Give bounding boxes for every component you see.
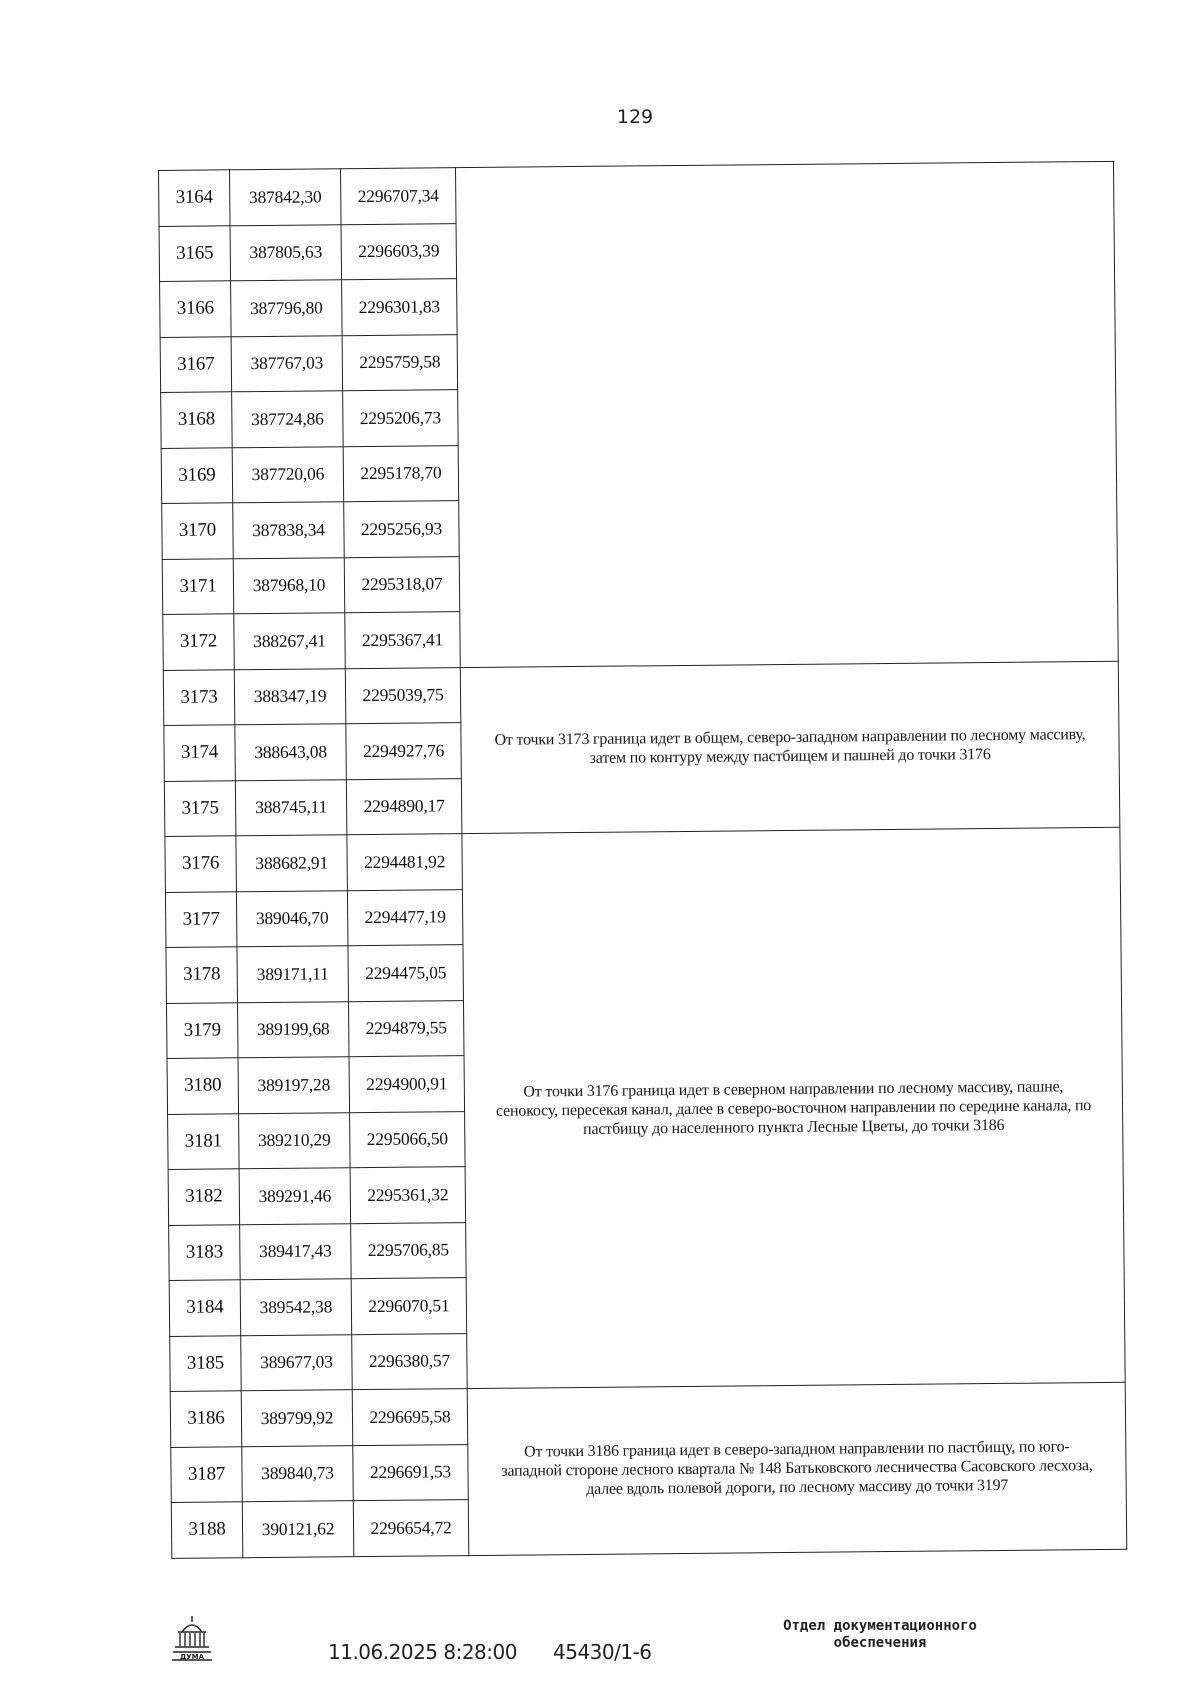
coord-x: 389677,03 — [241, 1334, 353, 1391]
coordinates-table — [158, 161, 1127, 1559]
coord-x: 390121,62 — [242, 1501, 354, 1558]
coord-y: 2296380,57 — [352, 1333, 468, 1390]
coord-y: 2296654,72 — [353, 1500, 469, 1557]
coord-x: 389417,43 — [240, 1223, 352, 1280]
point-number: 3169 — [161, 447, 233, 503]
coord-y: 2294879,55 — [348, 1000, 464, 1057]
coord-y: 2295256,93 — [344, 501, 460, 558]
coord-x: 389199,68 — [237, 1001, 349, 1058]
point-number: 3176 — [165, 836, 237, 892]
coord-y: 2295759,58 — [342, 334, 458, 391]
coord-x: 389291,46 — [239, 1168, 351, 1225]
page-number: 129 — [616, 106, 654, 128]
boundary-description: От точки 3173 граница идет в общем, северо-западном направлении по лесному массиву, затем по контуру между пастбищем и пашней до точки 3176 — [460, 661, 1120, 834]
coord-y: 2296301,83 — [342, 279, 458, 336]
coord-y: 2296695,58 — [352, 1389, 468, 1446]
coord-x: 389840,73 — [242, 1445, 354, 1502]
coord-x: 387720,06 — [232, 446, 344, 503]
coord-x: 389171,11 — [237, 946, 349, 1003]
coord-x: 388682,91 — [236, 835, 348, 892]
duma-logo-icon — [170, 1612, 214, 1662]
point-number: 3180 — [167, 1058, 239, 1114]
point-number: 3182 — [168, 1169, 240, 1225]
point-number: 3186 — [170, 1391, 242, 1447]
coord-y: 2295361,32 — [350, 1167, 466, 1224]
coord-y: 2295206,73 — [343, 390, 459, 447]
coord-y: 2296603,39 — [341, 223, 457, 280]
boundary-description: От точки 3186 граница идет в северо-западном направлении по пастбищу, по юго-западной стороне лесного квартала № 148 Батьковского лесничества Сасовского лесхоза, далее вдоль полевой дороги, по лесному массиву до точки 3197 — [467, 1382, 1127, 1555]
boundary-description — [455, 161, 1118, 667]
table-row — [170, 1382, 1125, 1447]
department-line: Отдел документационного — [783, 1618, 977, 1634]
coord-y: 2295066,50 — [350, 1111, 466, 1168]
coord-x: 389197,28 — [238, 1057, 350, 1114]
coord-x: 387968,10 — [233, 557, 345, 614]
point-number: 3187 — [171, 1446, 243, 1502]
coord-x: 387805,63 — [230, 224, 342, 281]
coord-x: 389046,70 — [236, 890, 348, 947]
coord-y: 2294477,19 — [347, 889, 463, 946]
point-number: 3170 — [162, 503, 234, 559]
coord-y: 2294475,05 — [348, 945, 464, 1002]
coord-x: 389210,29 — [239, 1112, 351, 1169]
coord-x: 387724,86 — [232, 391, 344, 448]
point-number: 3167 — [160, 336, 232, 392]
point-number: 3188 — [171, 1502, 243, 1558]
coord-y: 2295367,41 — [345, 612, 461, 669]
point-number: 3178 — [166, 947, 238, 1003]
point-number: 3181 — [168, 1113, 240, 1169]
coord-x: 389542,38 — [240, 1279, 352, 1336]
point-number: 3175 — [164, 780, 236, 836]
point-number: 3177 — [165, 891, 237, 947]
coord-y: 2294927,76 — [346, 723, 462, 780]
logo-text: ДУМА — [179, 1653, 205, 1661]
coord-y: 2296691,53 — [353, 1444, 469, 1501]
timestamp: 11.06.2025 8:28:00 — [328, 1640, 517, 1664]
coord-x: 387842,30 — [230, 169, 342, 226]
point-number: 3172 — [163, 614, 235, 670]
point-number: 3174 — [164, 725, 236, 781]
coord-x: 387767,03 — [231, 335, 343, 392]
department-stamp — [730, 1618, 1030, 1652]
coord-x: 388267,41 — [234, 613, 346, 670]
coord-x: 389799,92 — [241, 1390, 353, 1447]
point-number: 3179 — [166, 1002, 238, 1058]
point-number: 3173 — [163, 669, 235, 725]
point-number: 3165 — [159, 225, 231, 281]
point-number: 3168 — [161, 392, 233, 448]
point-number: 3164 — [159, 170, 231, 226]
department-line: обеспечения — [833, 1635, 927, 1651]
coord-x: 387838,34 — [233, 502, 345, 559]
point-number: 3183 — [169, 1224, 241, 1280]
coord-y: 2294900,91 — [349, 1056, 465, 1113]
coord-y: 2296070,51 — [351, 1278, 467, 1335]
coord-y: 2295318,07 — [344, 556, 460, 613]
coord-x: 387796,80 — [231, 280, 343, 337]
table-row — [163, 661, 1118, 726]
boundary-description: От точки 3176 граница идет в северном направлении по лесному массиву, пашне, сенокосу, пересекая канал, далее в северо-восточном направлении по середине канала, по пастбищу до населенного пункта Лесные Цветы, до точки 3186 — [462, 827, 1125, 1388]
point-number: 3185 — [170, 1335, 242, 1391]
coord-y: 2295039,75 — [345, 667, 461, 724]
coord-y: 2296707,34 — [340, 168, 456, 225]
point-number: 3171 — [162, 558, 234, 614]
coord-x: 388643,08 — [235, 724, 347, 781]
coord-y: 2294890,17 — [346, 778, 462, 835]
coord-x: 388745,11 — [235, 779, 347, 836]
point-number: 3184 — [169, 1280, 241, 1336]
point-number: 3166 — [160, 281, 232, 337]
coord-y: 2294481,92 — [347, 834, 463, 891]
document-number: 45430/1-6 — [553, 1640, 652, 1664]
table-row — [159, 161, 1114, 226]
table-row — [165, 827, 1120, 892]
coord-x: 388347,19 — [234, 668, 346, 725]
coord-y: 2295706,85 — [351, 1222, 467, 1279]
coord-y: 2295178,70 — [343, 445, 459, 502]
